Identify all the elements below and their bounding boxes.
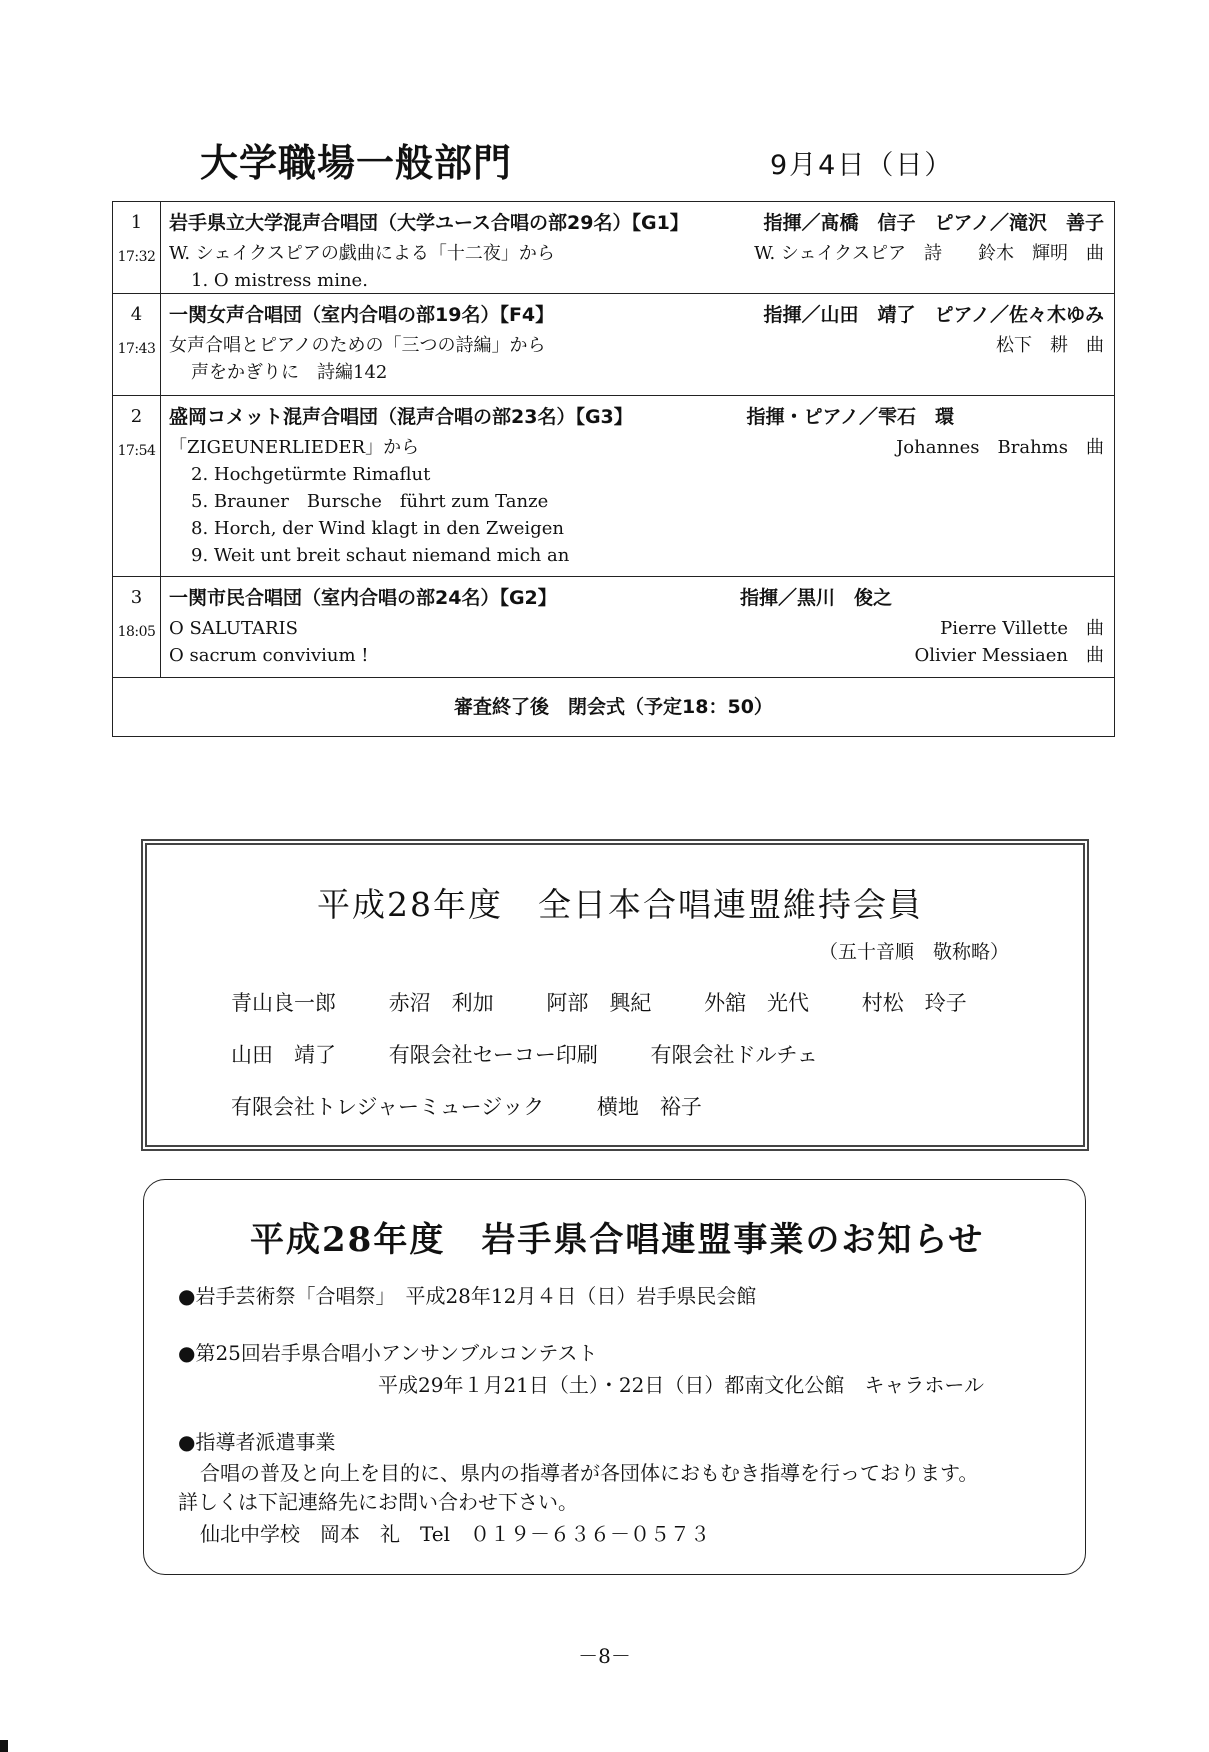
page-title: 大学職場一般部門 <box>200 141 513 185</box>
program-entry <box>113 577 1114 678</box>
entry-number: 3 <box>130 587 143 608</box>
piece-title: 5. Brauner Bursche führt zum Tanze <box>191 491 549 512</box>
notice-item: ●岩手芸術祭「合唱祭」 平成28年12月４日（日）岩手県民会館 <box>178 1284 757 1308</box>
member-name: 有限会社ドルチェ <box>650 1043 818 1067</box>
entry-time: 17:32 <box>117 249 156 265</box>
entry-number: 4 <box>130 304 143 325</box>
notice-box <box>143 1179 1086 1575</box>
member-name: 山田 靖了 <box>231 1043 336 1067</box>
member-name: 有限会社セーコー印刷 <box>388 1043 598 1067</box>
group-name: 一関女声合唱団（室内合唱の部19名）【F4】 <box>169 304 555 326</box>
member-name: 村松 玲子 <box>861 991 967 1015</box>
entry-content <box>161 202 1114 293</box>
group-name: 盛岡コメット混声合唱団（混声合唱の部23名）【G3】 <box>169 406 633 428</box>
member-name: 外舘 光代 <box>704 991 810 1015</box>
entry-side <box>113 202 161 293</box>
entry-content <box>161 396 1114 576</box>
conductor: 指揮・ピアノ／雫石 環 <box>746 406 954 428</box>
member-name: 赤沼 利加 <box>388 991 494 1015</box>
program-entry <box>113 294 1114 396</box>
supporters-box <box>141 839 1089 1151</box>
conductor: 指揮／黒川 俊之 <box>739 587 892 609</box>
member-name: 横地 裕子 <box>596 1095 702 1119</box>
member-row <box>231 1039 864 1069</box>
notice-item: ●指導者派遣事業 <box>178 1430 336 1454</box>
notice-item-detail: 平成29年１月21日（土）・22日（日）都南文化公館 キャラホール <box>378 1373 984 1397</box>
piece-title: 「ZIGEUNERLIEDER」から <box>169 437 420 458</box>
member-name: 有限会社トレジャーミュージック <box>231 1095 545 1119</box>
entry-time: 17:54 <box>117 443 156 459</box>
piece-title: 8. Horch, der Wind klagt in den Zweigen <box>191 518 564 539</box>
group-name: 一関市民合唱団（室内合唱の部24名）【G2】 <box>169 587 557 609</box>
program-table <box>112 201 1115 737</box>
notice-text: 詳しくは下記連絡先にお問い合わせ下さい。 <box>178 1490 578 1514</box>
entry-side <box>113 577 161 677</box>
page-number: －8－ <box>578 1644 631 1668</box>
entry-content <box>161 577 1114 677</box>
program-entry <box>113 396 1114 577</box>
piece-title: O sacrum convivium ! <box>169 645 369 666</box>
notice-item: ●第25回岩手県合唱小アンサンブルコンテスト <box>178 1341 598 1365</box>
piece-title: 1. O mistress mine. <box>191 270 368 291</box>
entry-side <box>113 294 161 395</box>
event-date: 9月4日（日） <box>770 150 954 181</box>
scan-mark <box>0 1740 8 1752</box>
closing-ceremony: 審査終了後 閉会式（予定18：50） <box>454 696 773 718</box>
piece-title: 9. Weit unt breit schaut niemand mich an <box>191 545 570 566</box>
entry-time: 18:05 <box>117 624 156 640</box>
notice-title: 平成28年度 岩手県合唱連盟事業のお知らせ <box>250 1220 985 1260</box>
piece-title: W. シェイクスピアの戯曲による「十二夜」から <box>169 243 555 264</box>
piece-credit: 松下 耕 曲 <box>996 335 1104 356</box>
entry-time: 17:43 <box>117 341 156 357</box>
supporters-title: 平成28年度 全日本合唱連盟維持会員 <box>317 885 923 924</box>
notice-text: 合唱の普及と向上を目的に、県内の指導者が各団体におもむき指導を行っております。 <box>200 1461 979 1485</box>
piece-title: 声をかぎりに 詩編142 <box>191 362 388 383</box>
member-row <box>231 1091 748 1121</box>
entry-content <box>161 294 1114 395</box>
piece-title: 2. Hochgetürmte Rimaflut <box>191 464 431 485</box>
conductor: 指揮／山田 靖了 ピアノ／佐々木ゆみ <box>763 304 1104 326</box>
piece-credit: Johannes Brahms 曲 <box>896 437 1104 458</box>
piece-credit: Pierre Villette 曲 <box>940 618 1104 639</box>
member-name: 青山良一郎 <box>231 991 336 1015</box>
program-entry <box>113 202 1114 294</box>
piece-title: 女声合唱とピアノのための「三つの詩編」から <box>169 335 546 356</box>
supporters-note: （五十音順 敬称略） <box>818 941 1009 963</box>
piece-credit: W. シェイクスピア 詩 鈴木 輝明 曲 <box>754 243 1104 264</box>
piece-title: O SALUTARIS <box>169 618 298 639</box>
member-row <box>231 987 1013 1017</box>
contact-info: 仙北中学校 岡本 礼 Tel ０１９－６３６－０５７３ <box>200 1522 711 1546</box>
group-name: 岩手県立大学混声合唱団（大学ユース合唱の部29名）【G1】 <box>169 212 689 234</box>
entry-side <box>113 396 161 576</box>
entry-number: 1 <box>130 212 143 233</box>
member-name: 阿部 興紀 <box>546 991 652 1015</box>
entry-number: 2 <box>130 406 143 427</box>
conductor: 指揮／髙橋 信子 ピアノ／滝沢 善子 <box>763 212 1104 234</box>
piece-credit: Olivier Messiaen 曲 <box>914 645 1104 666</box>
